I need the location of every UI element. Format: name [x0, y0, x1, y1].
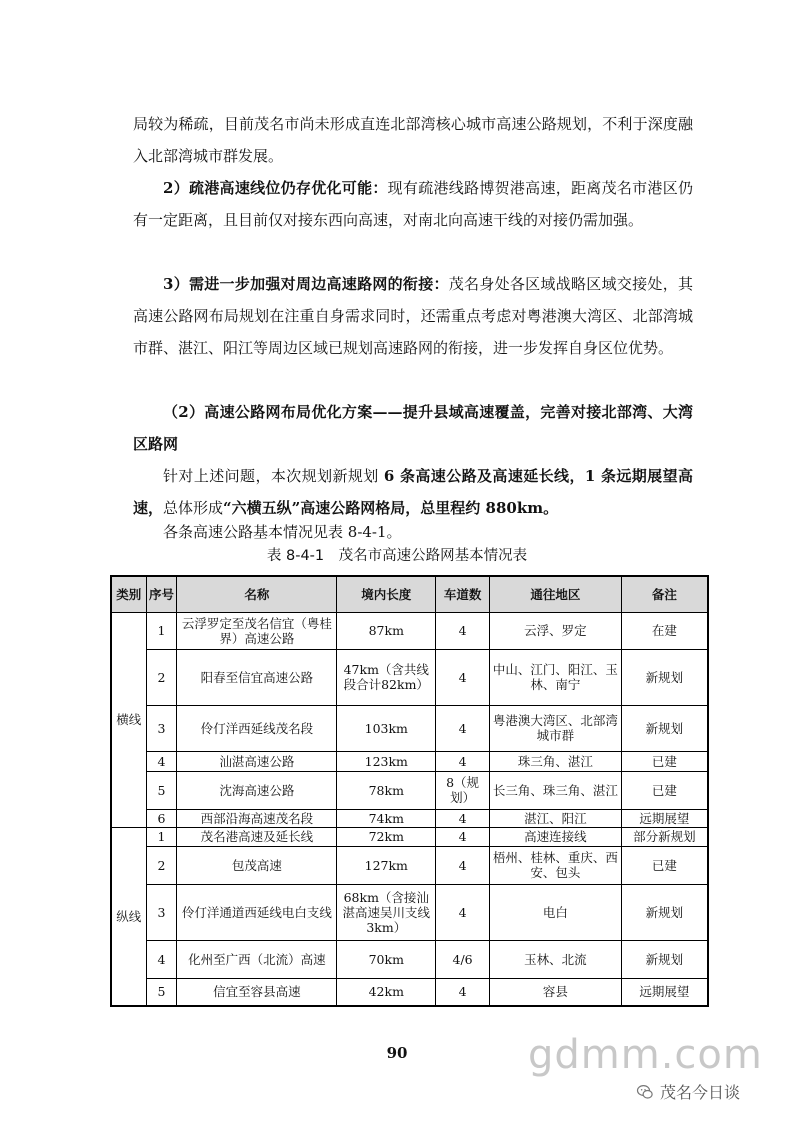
remarks-cell: 远期展望	[621, 809, 708, 827]
section-heading: （2）高速公路网布局优化方案——提升县域高速覆盖，完善对接北部湾、大湾区路网	[133, 403, 693, 453]
paragraph-3-text: 茂名身处各区域战略区域交接处，其高速公路网布局规划在注重自身需求同时，还需重点考虑对粤港澳大湾区、北部湾城市群、湛江、阳江等周边区域已规划高速路网的衔接，进一步发挥自身区位优势。	[133, 275, 693, 357]
remarks-cell: 新规划	[621, 884, 708, 940]
destinations-cell: 玉林、北流	[489, 940, 621, 978]
lanes-cell: 4	[436, 978, 490, 1006]
table-caption: 表 8-4-1 茂名市高速公路网基本情况表	[266, 548, 528, 564]
destinations-cell: 云浮、罗定	[489, 612, 621, 649]
index-cell: 3	[146, 705, 177, 751]
destinations-cell: 珠三角、湛江	[489, 751, 621, 771]
length-cell: 47km（含共线段合计82km）	[337, 649, 436, 705]
length-cell: 127km	[337, 846, 436, 884]
remarks-cell: 已建	[621, 771, 708, 809]
index-cell: 2	[146, 846, 177, 884]
header-length: 境内长度	[337, 576, 436, 612]
length-cell: 72km	[337, 827, 436, 846]
lanes-cell: 4	[436, 612, 490, 649]
name-cell: 伶仃洋通道西延线电白支线	[177, 884, 337, 940]
header-index: 序号	[146, 576, 177, 612]
index-cell: 1	[146, 827, 177, 846]
table-row	[111, 978, 708, 1006]
index-cell: 5	[146, 771, 177, 809]
paragraph-2	[133, 172, 693, 236]
table-row	[111, 809, 708, 827]
header-destinations: 通往地区	[489, 576, 621, 612]
site-watermark: gdmm.com	[528, 1032, 763, 1078]
destinations-cell: 中山、江门、阳江、玉林、南宁	[489, 649, 621, 705]
length-cell: 42km	[337, 978, 436, 1006]
lanes-cell: 4	[436, 846, 490, 884]
lanes-cell: 4	[436, 649, 490, 705]
header-name: 名称	[177, 576, 337, 612]
length-cell: 103km	[337, 705, 436, 751]
paragraph-6: 各条高速公路基本情况见表 8-4-1。	[163, 523, 402, 541]
name-cell: 包茂高速	[177, 846, 337, 884]
paragraph-5-text-a: 针对上述问题，本次规划新规划	[163, 467, 384, 485]
lanes-cell: 4	[436, 705, 490, 751]
lanes-cell: 4	[436, 827, 490, 846]
wechat-icon	[636, 1083, 654, 1101]
paragraph-5-text-b: 6 条高速公路及高速延长线，1 条远期展望高速，	[133, 467, 693, 517]
category-cell: 横线	[111, 612, 146, 827]
index-cell: 5	[146, 978, 177, 1006]
length-cell: 74km	[337, 809, 436, 827]
destinations-cell: 容县	[489, 978, 621, 1006]
length-cell: 78km	[337, 771, 436, 809]
remarks-cell: 在建	[621, 612, 708, 649]
table-row	[111, 884, 708, 940]
remarks-cell: 新规划	[621, 705, 708, 751]
index-cell: 2	[146, 649, 177, 705]
table-header-row	[111, 576, 708, 612]
index-cell: 4	[146, 940, 177, 978]
account-name: 茂名今日谈	[660, 1083, 741, 1102]
destinations-cell: 湛江、阳江	[489, 809, 621, 827]
remarks-cell: 已建	[621, 846, 708, 884]
remarks-cell: 新规划	[621, 940, 708, 978]
header-lanes: 车道数	[436, 576, 490, 612]
header-remarks: 备注	[621, 576, 708, 612]
paragraph-1	[133, 108, 693, 172]
index-cell: 4	[146, 751, 177, 771]
name-cell: 云浮罗定至茂名信宜（粤桂界）高速公路	[177, 612, 337, 649]
highway-table	[110, 575, 709, 1007]
page-number: 90	[386, 1044, 408, 1062]
length-cell: 123km	[337, 751, 436, 771]
length-cell: 70km	[337, 940, 436, 978]
remarks-cell: 部分新规划	[621, 827, 708, 846]
remarks-cell: 新规划	[621, 649, 708, 705]
name-cell: 西部沿海高速茂名段	[177, 809, 337, 827]
paragraph-5-text-c: 总体形成	[163, 499, 224, 517]
lanes-cell: 4	[436, 751, 490, 771]
paragraph-2-text: 现有疏港线路博贺港高速，距离茂名市港区仍有一定距离，且目前仅对接东西向高速，对南北向高速干线的对接仍需加强。	[133, 179, 693, 229]
table-row	[111, 649, 708, 705]
paragraph-2-heading: 2）疏港高速线位仍存优化可能：	[163, 179, 388, 197]
name-cell: 沈海高速公路	[177, 771, 337, 809]
remarks-cell: 已建	[621, 751, 708, 771]
index-cell: 6	[146, 809, 177, 827]
table-row	[111, 612, 708, 649]
table-row	[111, 827, 708, 846]
table-row	[111, 751, 708, 771]
length-cell: 87km	[337, 612, 436, 649]
destinations-cell: 电白	[489, 884, 621, 940]
remarks-cell: 远期展望	[621, 978, 708, 1006]
destinations-cell: 高速连接线	[489, 827, 621, 846]
name-cell: 阳春至信宜高速公路	[177, 649, 337, 705]
destinations-cell: 粤港澳大湾区、北部湾城市群	[489, 705, 621, 751]
lanes-cell: 4	[436, 809, 490, 827]
table-row	[111, 846, 708, 884]
table-row	[111, 771, 708, 809]
name-cell: 信宜至容县高速	[177, 978, 337, 1006]
paragraph-3-heading: 3）需进一步加强对周边高速路网的衔接：	[163, 275, 449, 293]
destinations-cell: 梧州、桂林、重庆、西安、包头	[489, 846, 621, 884]
lanes-cell: 8（规划）	[436, 771, 490, 809]
paragraph-1-text: 局较为稀疏，目前茂名市尚未形成直连北部湾核心城市高速公路规划，不利于深度融入北部湾城市群发展。	[133, 115, 693, 165]
index-cell: 3	[146, 884, 177, 940]
paragraph-3	[133, 268, 693, 364]
category-cell: 纵线	[111, 827, 146, 1006]
index-cell: 1	[146, 612, 177, 649]
header-category: 类别	[111, 576, 146, 612]
name-cell: 化州至广西（北流）高速	[177, 940, 337, 978]
paragraph-5	[133, 460, 693, 524]
length-cell: 68km（含接汕湛高速吴川支线3km）	[337, 884, 436, 940]
lanes-cell: 4/6	[436, 940, 490, 978]
destinations-cell: 长三角、珠三角、湛江	[489, 771, 621, 809]
name-cell: 茂名港高速及延长线	[177, 827, 337, 846]
table-row	[111, 940, 708, 978]
name-cell: 汕湛高速公路	[177, 751, 337, 771]
paragraph-5-text-d: “六横五纵”高速公路网格局，总里程约 880km。	[223, 499, 559, 517]
name-cell: 伶仃洋西延线茂名段	[177, 705, 337, 751]
account-watermark	[636, 1080, 740, 1103]
table-row	[111, 705, 708, 751]
lanes-cell: 4	[436, 884, 490, 940]
